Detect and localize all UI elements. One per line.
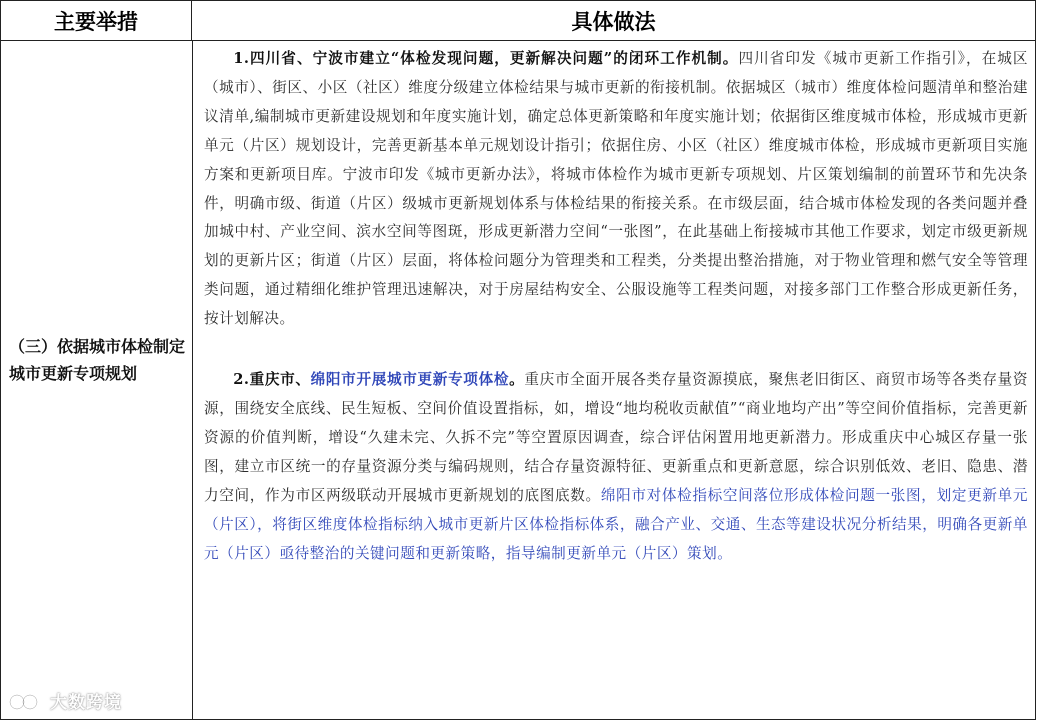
header-specific-practices: 具体做法 — [192, 1, 1035, 41]
practice-body — [204, 45, 1028, 568]
watermark-logo-icon — [8, 689, 46, 713]
paragraph-gap — [204, 334, 1028, 366]
watermark-text: 大数跨境 — [50, 693, 122, 713]
header-main-measures: 主要举措 — [1, 1, 192, 41]
watermark — [8, 688, 122, 713]
paragraph-chongqing-mianyang — [204, 366, 1028, 568]
column-divider — [192, 41, 193, 719]
paragraph-2-lead-b: 绵阳市开展城市更新专项体检 — [310, 371, 510, 389]
paragraph-1-text: 四川省印发《城市更新工作指引》，在城区（城市）、街区、小区（社区）维度分级建立体检结果与城市更新的衔接机制。依据城区（城市）维度体检问题清单和整治建议清单,编制城市更新建设规划和年度实施计划，确定总体更新策略和年度实施计划；依据街区维度城市体检，形成城市更新单元（片区）规划设计，完善更新基本单元规划设计指引；依据住房、小区（社区）维度城市体检，形成城市更新项目实施方案和更新项目库。宁波市印发《城市更新办法》，将城市体检作为城市更新专项规划、片区策划编制的前置环节和先决条件，明确市级、街道（片区）级城市更新规划体系与体检结果的衔接关系。在市级层面，结合城市体检发现的各类问题并叠加城中村、产业空间、滨水空间等图斑，形成更新潜力空间“一张图”，在此基础上衔接城市其他工作要求，划定市级更新规划的更新片区；街道（片区）层面，将体检问题分为管理类和工程类，分类提出整治措施，对于物业管理和燃气安全等管理类问题，通过精细化维护管理迅速解决，对于房屋结构安全、公服设施等工程类问题，对接多部门工作整合形成更新任务，按计划解决。 — [204, 50, 1029, 328]
paragraph-2-lead-a: 2.重庆市、 — [233, 371, 311, 389]
paragraph-2-blue-text: 绵阳市对体检指标空间落位形成体检问题一张图，划定更新单元（片区），将街区维度体检指标纳入城市更新片区体检指标体系，融合产业、交通、生态等建设状况分析结果，明确各更新单元（片区）亟待整治的关键问题和更新策略，指导编制更新单元（片区）策划。 — [204, 486, 1028, 562]
paragraph-2-text: 重庆市全面开展各类存量资源摸底，聚焦老旧街区、商贸市场等各类存量资源，围绕安全底线、民生短板、空间价值设置指标，如，增设“地均税收贡献值”“商业地均产出”等空间价值指标，完善更新资源的价值判断，增设“久建未完、久拆不完”等空置原因调查，综合评估闲置用地更新潜力。形成重庆中心城区存量一张图，建立市区统一的存量资源分类与编码规则，结合存量资源特征、更新重点和更新意愿，综合识别低效、老旧、隐患、潜力空间，作为市区两级联动开展城市更新规划的底图底数。 — [204, 371, 1028, 504]
paragraph-2-lead-c: 。 — [509, 371, 525, 389]
paragraph-sichuan-ningbo — [204, 45, 1028, 334]
paragraph-1-lead: 1.四川省、宁波市建立“体检发现问题，更新解决问题”的闭环工作机制。 — [233, 50, 739, 67]
measure-title: （三）依据城市体检制定城市更新专项规划 — [9, 337, 186, 383]
